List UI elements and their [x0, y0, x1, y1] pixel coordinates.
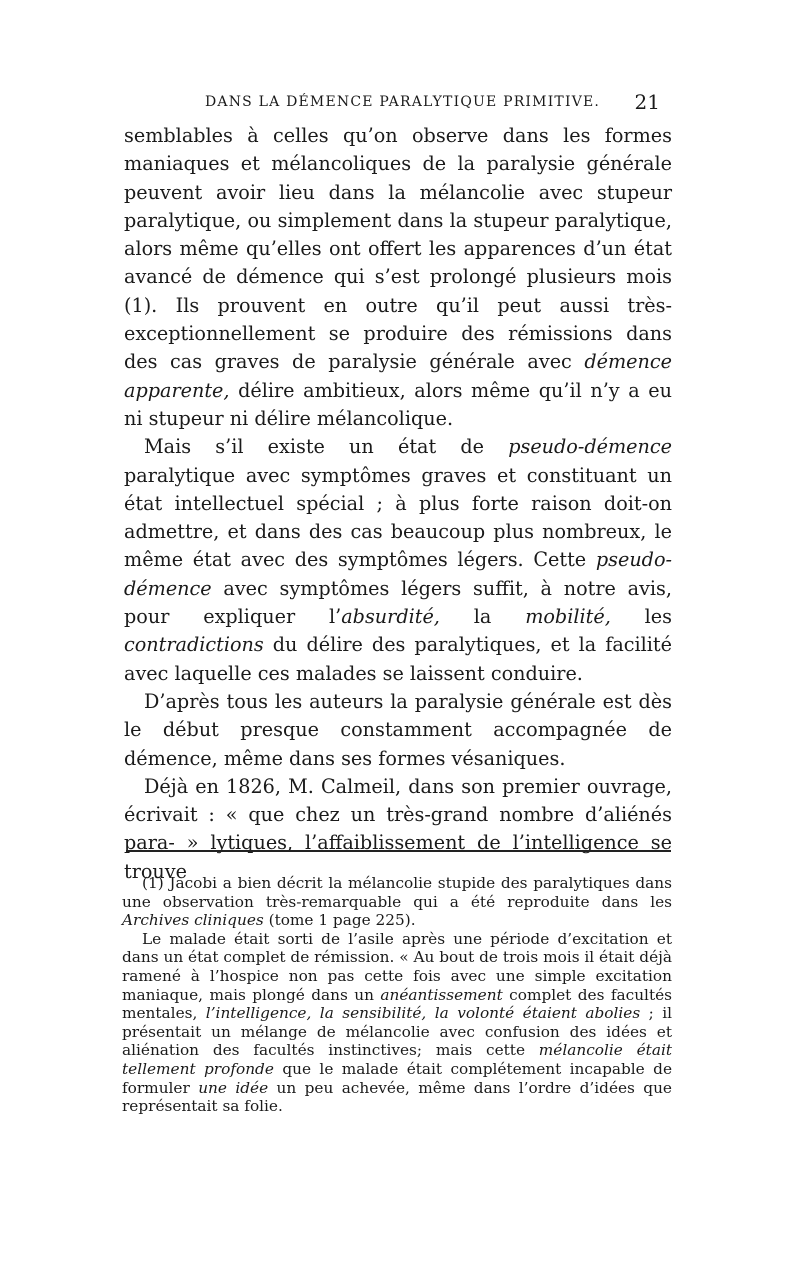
text-run: délire ambitieux, alors même qu’il n’y a eu ni stupeur ni délire mélancolique.	[124, 378, 672, 430]
running-title: DANS LA DÉMENCE PARALYTIQUE PRIMITIVE.	[205, 94, 601, 110]
text-run: paralytique avec symptômes graves et constituant un état intellectuel spécial ; à plus forte raison doit-on admettre, et dans des cas beaucoup plus nombreux, le même état avec des symptômes légers. Cette	[124, 463, 672, 572]
paragraph-2	[124, 433, 672, 688]
text-run: ; il présentait un mélange de mélancolie avec confusion des idées et aliénation des facultés instinctives; mais cette	[122, 1004, 673, 1060]
text-run: Mais s’il existe un état de	[144, 435, 509, 459]
italic-run: pseudo-démence	[124, 548, 672, 600]
italic-run: anéantissement	[380, 985, 503, 1004]
italic-run: Archives cliniques	[122, 911, 264, 930]
text-run: les	[610, 605, 672, 629]
italic-run: démence apparente,	[124, 350, 672, 402]
main-text	[124, 122, 672, 886]
italic-run: contradictions	[124, 633, 264, 657]
text-run: un peu achevée, même dans l’ordre d’idées que représentait sa folie.	[122, 1078, 672, 1116]
text-run: avec symptômes légers suffit, à notre avis, pour expliquer l’	[124, 576, 672, 629]
italic-run: pseudo-démence	[508, 435, 672, 459]
italic-run: absurdité,	[341, 605, 440, 629]
footnote-2	[122, 930, 672, 1116]
italic-run: mobilité,	[525, 605, 611, 629]
text-run: complet des facultés mentales,	[122, 985, 672, 1023]
text-run: (1) Jacobi a bien décrit la mélancolie stupide des paralytiques dans une observation très-remarquable qui a été reproduite dans les	[122, 874, 672, 911]
text-run: du délire des paralytiques, et la facilité avec laquelle ces malades se laissent conduire.	[124, 633, 672, 685]
text-run: que le malade était complétement incapable de formuler	[122, 1059, 672, 1097]
italic-run: mélancolie était tellement profonde	[122, 1041, 672, 1078]
page-number: 21	[634, 90, 660, 114]
paragraph-3: D’après tous les auteurs la paralysie générale est dès le début presque constamment accompagnée de démence, même dans ses formes vésaniques.	[124, 689, 672, 770]
footnote-rule	[126, 850, 671, 852]
running-header	[205, 90, 660, 114]
italic-run: l’intelligence, la sensibilité, la volonté étaient abolies	[205, 1004, 641, 1023]
footnote-1	[122, 874, 672, 930]
footnote	[122, 874, 672, 1116]
paragraph-4: Déjà en 1826, M. Calmeil, dans son premier ouvrage, écrivait : « que chez un très-grand nombre d’aliénés para- » lytiques, l’affaiblissement de l’intelligence se trouve	[124, 774, 672, 883]
text-run: semblables à celles qu’on observe dans les formes maniaques et mélancoliques de la paralysie générale peuvent avoir lieu dans la mélancolie avec stupeur paralytique, ou simplement dans la stupeur paralytique, alors même qu’elles ont offert les apparences d’un état avancé de démence qui s’est prolongé plusieurs mois (1). Ils prouvent en outre qu’il peut aussi très-exceptionnellement se produire des rémissions dans des cas graves de paralysie générale avec	[124, 124, 672, 374]
text-run: (tome 1 page 225).	[263, 911, 416, 930]
text-run: Le malade était sorti de l’asile après une période d’excitation et dans un état complet de rémission. « Au bout de trois mois il était déjà ramené à l’hospice non pas cette fois avec une simple excitation maniaque, mais plongé dans un	[122, 929, 672, 1004]
paragraph-1	[124, 122, 672, 433]
text-run: la	[439, 605, 526, 629]
italic-run: une idée	[198, 1078, 269, 1097]
